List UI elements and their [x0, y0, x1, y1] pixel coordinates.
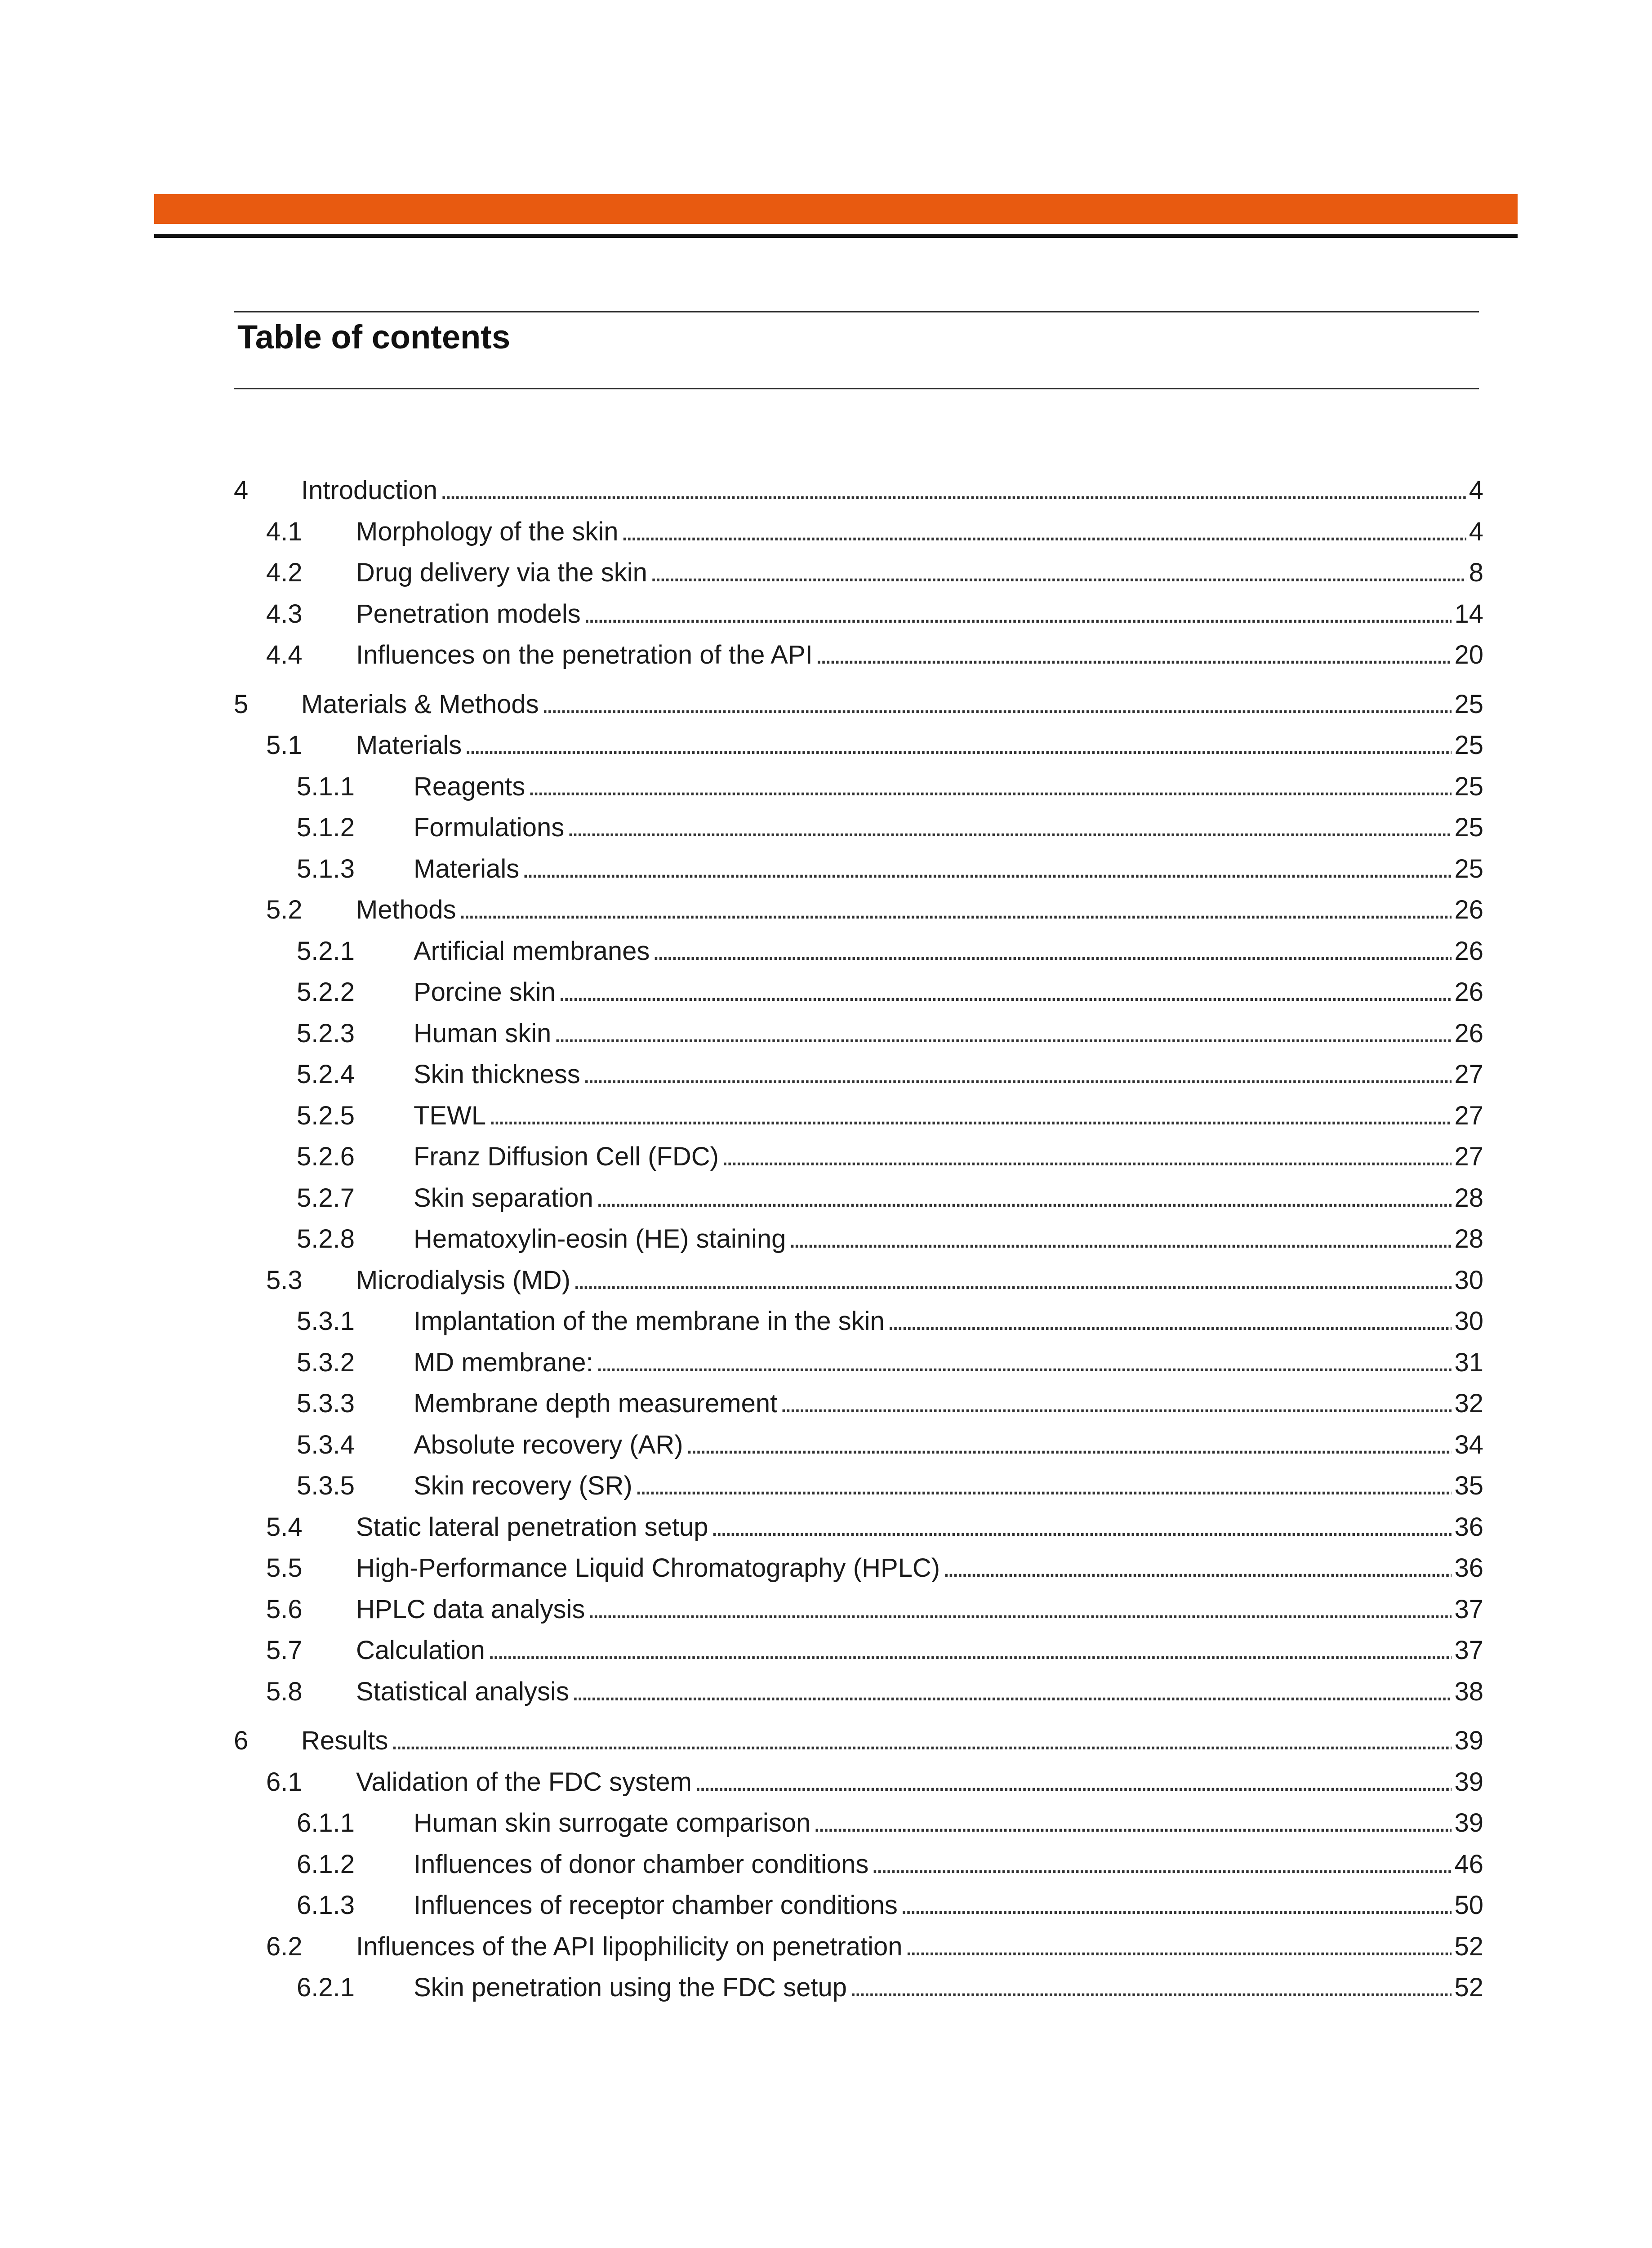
toc-entry-page: 14: [1454, 599, 1483, 629]
toc-entry-number: 6.1.2: [297, 1849, 355, 1879]
toc-entry-label: Validation of the FDC system: [356, 1767, 692, 1797]
toc-entry-page: 38: [1454, 1677, 1483, 1706]
header-accent-bar: [154, 194, 1518, 224]
toc-dot-leader: [652, 931, 1452, 972]
toc-entry-page: 30: [1454, 1307, 1483, 1336]
toc-entry-page: 27: [1454, 1101, 1483, 1130]
toc-entry-page: 28: [1454, 1224, 1483, 1253]
toc-entry[interactable]: [234, 972, 1483, 1013]
toc-dot-leader: [489, 1095, 1452, 1137]
toc-entry[interactable]: [234, 807, 1483, 848]
toc-entry[interactable]: [234, 889, 1483, 931]
toc-entry-number: 5.2.1: [297, 936, 355, 966]
toc-entry-number: 5.6: [266, 1594, 303, 1624]
toc-entry-number: 5.2: [266, 895, 303, 924]
toc-entry[interactable]: [234, 552, 1483, 593]
toc-entry-label: Calculation: [356, 1636, 485, 1665]
toc-dot-leader: [905, 1926, 1452, 1967]
toc-entry[interactable]: [234, 1178, 1483, 1219]
toc-entry-page: 20: [1454, 640, 1483, 669]
toc-entry-page: 37: [1454, 1636, 1483, 1665]
toc-entry-page: 26: [1454, 895, 1483, 924]
toc-entry[interactable]: [234, 1802, 1483, 1844]
toc-entry-label: Influences of receptor chamber conditions: [414, 1891, 898, 1920]
toc-entry-label: Results: [301, 1726, 388, 1755]
toc-entry-page: 8: [1469, 558, 1483, 587]
toc-dot-leader: [522, 848, 1452, 890]
toc-entry-page: 26: [1454, 1018, 1483, 1048]
toc-entry-number: 5.2.3: [297, 1018, 355, 1048]
toc-entry-page: 25: [1454, 689, 1483, 719]
toc-dot-leader: [464, 725, 1452, 766]
toc-entry-number: 4.1: [266, 517, 303, 546]
toc-entry[interactable]: [234, 1844, 1483, 1885]
toc-entry-label: Membrane depth measurement: [414, 1389, 778, 1418]
toc-dot-leader: [596, 1342, 1452, 1383]
toc-entry[interactable]: [234, 1054, 1483, 1095]
toc-dot-leader: [887, 1301, 1452, 1342]
toc-entry-label: Statistical analysis: [356, 1677, 569, 1706]
toc-entry[interactable]: [234, 1342, 1483, 1383]
toc-entry[interactable]: [234, 684, 1483, 725]
toc-entry-label: Human skin surrogate comparison: [414, 1808, 811, 1838]
page-title: Table of contents: [237, 318, 511, 356]
toc-entry-number: 6.2.1: [297, 1973, 355, 2002]
table-of-contents: [234, 470, 1483, 2008]
toc-entry-label: Penetration models: [356, 599, 581, 629]
toc-entry-number: 4.3: [266, 599, 303, 629]
toc-dot-leader: [695, 1762, 1452, 1803]
toc-dot-leader: [554, 1013, 1452, 1054]
toc-entry[interactable]: [234, 1548, 1483, 1589]
toc-entry-number: 6.2: [266, 1931, 303, 1961]
toc-entry-page: 37: [1454, 1594, 1483, 1624]
toc-entry-number: 5.3.4: [297, 1430, 355, 1459]
toc-entry[interactable]: [234, 1926, 1483, 1967]
toc-entry[interactable]: [234, 1630, 1483, 1671]
toc-entry-number: 5.3: [266, 1265, 303, 1295]
toc-entry-page: 46: [1454, 1849, 1483, 1879]
toc-dot-leader: [572, 1671, 1452, 1713]
toc-entry[interactable]: [234, 931, 1483, 972]
toc-dot-leader: [596, 1178, 1452, 1219]
title-rule-top: [234, 311, 1479, 312]
toc-entry-number: 6.1.1: [297, 1808, 355, 1838]
toc-entry-label: Methods: [356, 895, 456, 924]
toc-entry-label: Morphology of the skin: [356, 517, 619, 546]
toc-entry-label: Drug delivery via the skin: [356, 558, 647, 587]
toc-entry[interactable]: [234, 634, 1483, 676]
toc-entry-page: 25: [1454, 854, 1483, 883]
toc-entry-number: 6.1.3: [297, 1891, 355, 1920]
toc-entry[interactable]: [234, 470, 1483, 511]
toc-dot-leader: [542, 684, 1452, 725]
toc-entry[interactable]: [234, 1671, 1483, 1713]
toc-dot-leader: [621, 511, 1466, 553]
toc-entry-page: 27: [1454, 1142, 1483, 1171]
toc-dot-leader: [635, 1465, 1452, 1507]
toc-entry-label: Porcine skin: [414, 977, 556, 1007]
toc-entry-label: Influences of the API lipophilicity on penetration: [356, 1931, 903, 1961]
toc-dot-leader: [567, 807, 1452, 848]
toc-entry-number: 5.3.5: [297, 1471, 355, 1500]
toc-entry-page: 28: [1454, 1183, 1483, 1213]
toc-entry-number: 5.2.7: [297, 1183, 355, 1213]
toc-entry[interactable]: [234, 1301, 1483, 1342]
toc-entry-label: Influences of donor chamber conditions: [414, 1849, 869, 1879]
toc-dot-leader: [650, 552, 1466, 593]
toc-entry-page: 50: [1454, 1891, 1483, 1920]
toc-entry-page: 4: [1469, 517, 1483, 546]
toc-entry-page: 36: [1454, 1553, 1483, 1583]
toc-entry[interactable]: [234, 593, 1483, 635]
toc-entry[interactable]: [234, 1720, 1483, 1762]
toc-dot-leader: [391, 1720, 1452, 1762]
toc-entry-number: 5.1: [266, 731, 303, 760]
toc-entry-label: Materials: [356, 731, 462, 760]
toc-entry[interactable]: [234, 1465, 1483, 1507]
toc-entry-number: 5.2.6: [297, 1142, 355, 1171]
toc-entry-page: 39: [1454, 1767, 1483, 1797]
header-rule: [154, 234, 1518, 238]
toc-entry-number: 5.2.2: [297, 977, 355, 1007]
toc-entry-number: 5.8: [266, 1677, 303, 1706]
toc-entry-number: 4.2: [266, 558, 303, 587]
toc-dot-leader: [871, 1844, 1452, 1885]
toc-entry-number: 5.5: [266, 1553, 303, 1583]
toc-entry-label: Static lateral penetration setup: [356, 1512, 708, 1542]
toc-dot-leader: [943, 1548, 1452, 1589]
toc-entry[interactable]: [234, 1013, 1483, 1054]
toc-entry-label: TEWL: [414, 1101, 486, 1130]
toc-entry-page: 31: [1454, 1347, 1483, 1377]
toc-entry-label: Implantation of the membrane in the skin: [414, 1307, 885, 1336]
toc-dot-leader: [711, 1507, 1452, 1548]
toc-entry-number: 5.2.5: [297, 1101, 355, 1130]
toc-entry-page: 52: [1454, 1973, 1483, 2002]
toc-entry-number: 5.3.2: [297, 1347, 355, 1377]
toc-entry[interactable]: [234, 1885, 1483, 1926]
toc-entry-number: 5.2.8: [297, 1224, 355, 1253]
toc-entry[interactable]: [234, 848, 1483, 890]
toc-dot-leader: [813, 1802, 1452, 1844]
toc-dot-leader: [583, 593, 1452, 635]
toc-entry-label: Human skin: [414, 1018, 552, 1048]
toc-entry[interactable]: [234, 511, 1483, 553]
toc-dot-leader: [588, 1589, 1452, 1630]
toc-entry-number: 6.1: [266, 1767, 303, 1797]
toc-dot-leader: [850, 1967, 1452, 2008]
toc-entry[interactable]: [234, 1762, 1483, 1803]
toc-entry-label: Hematoxylin-eosin (HE) staining: [414, 1224, 786, 1253]
toc-entry-label: Absolute recovery (AR): [414, 1430, 683, 1459]
toc-dot-leader: [459, 889, 1452, 931]
toc-entry-number: 5.1.2: [297, 813, 355, 842]
toc-entry-label: Introduction: [301, 476, 438, 505]
toc-entry-number: 5.2.4: [297, 1060, 355, 1089]
toc-entry-page: 52: [1454, 1931, 1483, 1961]
title-rule-bottom: [234, 388, 1479, 389]
toc-entry[interactable]: [234, 1383, 1483, 1424]
toc-entry[interactable]: [234, 1095, 1483, 1137]
toc-dot-leader: [788, 1218, 1452, 1260]
toc-entry-number: 4: [234, 476, 249, 505]
toc-entry[interactable]: [234, 1507, 1483, 1548]
toc-entry[interactable]: [234, 1136, 1483, 1178]
toc-dot-leader: [721, 1136, 1452, 1178]
toc-entry-page: 27: [1454, 1060, 1483, 1089]
toc-entry-label: Skin separation: [414, 1183, 593, 1213]
toc-entry-label: Microdialysis (MD): [356, 1265, 570, 1295]
toc-entry-number: 5: [234, 689, 249, 719]
toc-entry-page: 30: [1454, 1265, 1483, 1295]
toc-entry-number: 4.4: [266, 640, 303, 669]
toc-entry-page: 34: [1454, 1430, 1483, 1459]
toc-entry-page: 32: [1454, 1389, 1483, 1418]
toc-entry-label: Formulations: [414, 813, 565, 842]
toc-entry-label: Influences on the penetration of the API: [356, 640, 813, 669]
toc-entry-label: HPLC data analysis: [356, 1594, 585, 1624]
toc-entry[interactable]: [234, 1260, 1483, 1301]
toc-entry-number: 5.3.3: [297, 1389, 355, 1418]
toc-entry-page: 26: [1454, 977, 1483, 1007]
toc-entry-page: 35: [1454, 1471, 1483, 1500]
toc-entry-page: 39: [1454, 1808, 1483, 1838]
toc-dot-leader: [686, 1424, 1452, 1466]
toc-entry-number: 5.4: [266, 1512, 303, 1542]
toc-entry-page: 4: [1469, 476, 1483, 505]
toc-entry-page: 39: [1454, 1726, 1483, 1755]
toc-dot-leader: [488, 1630, 1452, 1671]
toc-entry-label: Skin penetration using the FDC setup: [414, 1973, 847, 2002]
toc-entry-number: 5.7: [266, 1636, 303, 1665]
toc-entry-number: 5.1.3: [297, 854, 355, 883]
toc-entry[interactable]: [234, 1589, 1483, 1630]
toc-entry-label: High-Performance Liquid Chromatography (HPLC): [356, 1553, 940, 1583]
toc-dot-leader: [573, 1260, 1452, 1301]
toc-entry-number: 6: [234, 1726, 249, 1755]
toc-entry-number: 5.1.1: [297, 772, 355, 801]
toc-dot-leader: [780, 1383, 1452, 1424]
toc-dot-leader: [528, 766, 1452, 807]
toc-dot-leader: [558, 972, 1452, 1013]
toc-entry-label: Materials: [414, 854, 520, 883]
toc-entry-label: Franz Diffusion Cell (FDC): [414, 1142, 719, 1171]
toc-entry[interactable]: [234, 1218, 1483, 1260]
toc-entry-number: 5.3.1: [297, 1307, 355, 1336]
toc-entry[interactable]: [234, 766, 1483, 807]
toc-dot-leader: [900, 1885, 1452, 1926]
toc-entry-page: 25: [1454, 772, 1483, 801]
toc-entry-label: MD membrane:: [414, 1347, 593, 1377]
toc-entry-page: 25: [1454, 731, 1483, 760]
toc-entry-label: Reagents: [414, 772, 525, 801]
toc-entry-label: Skin recovery (SR): [414, 1471, 632, 1500]
toc-entry[interactable]: [234, 725, 1483, 766]
toc-entry-page: 36: [1454, 1512, 1483, 1542]
toc-entry-label: Skin thickness: [414, 1060, 580, 1089]
toc-entry[interactable]: [234, 1424, 1483, 1466]
toc-entry-page: 25: [1454, 813, 1483, 842]
toc-entry[interactable]: [234, 1967, 1483, 2008]
toc-dot-leader: [440, 470, 1466, 511]
toc-entry-label: Materials & Methods: [301, 689, 539, 719]
toc-dot-leader: [583, 1054, 1452, 1095]
toc-dot-leader: [815, 634, 1452, 676]
toc-entry-page: 26: [1454, 936, 1483, 966]
toc-entry-label: Artificial membranes: [414, 936, 650, 966]
